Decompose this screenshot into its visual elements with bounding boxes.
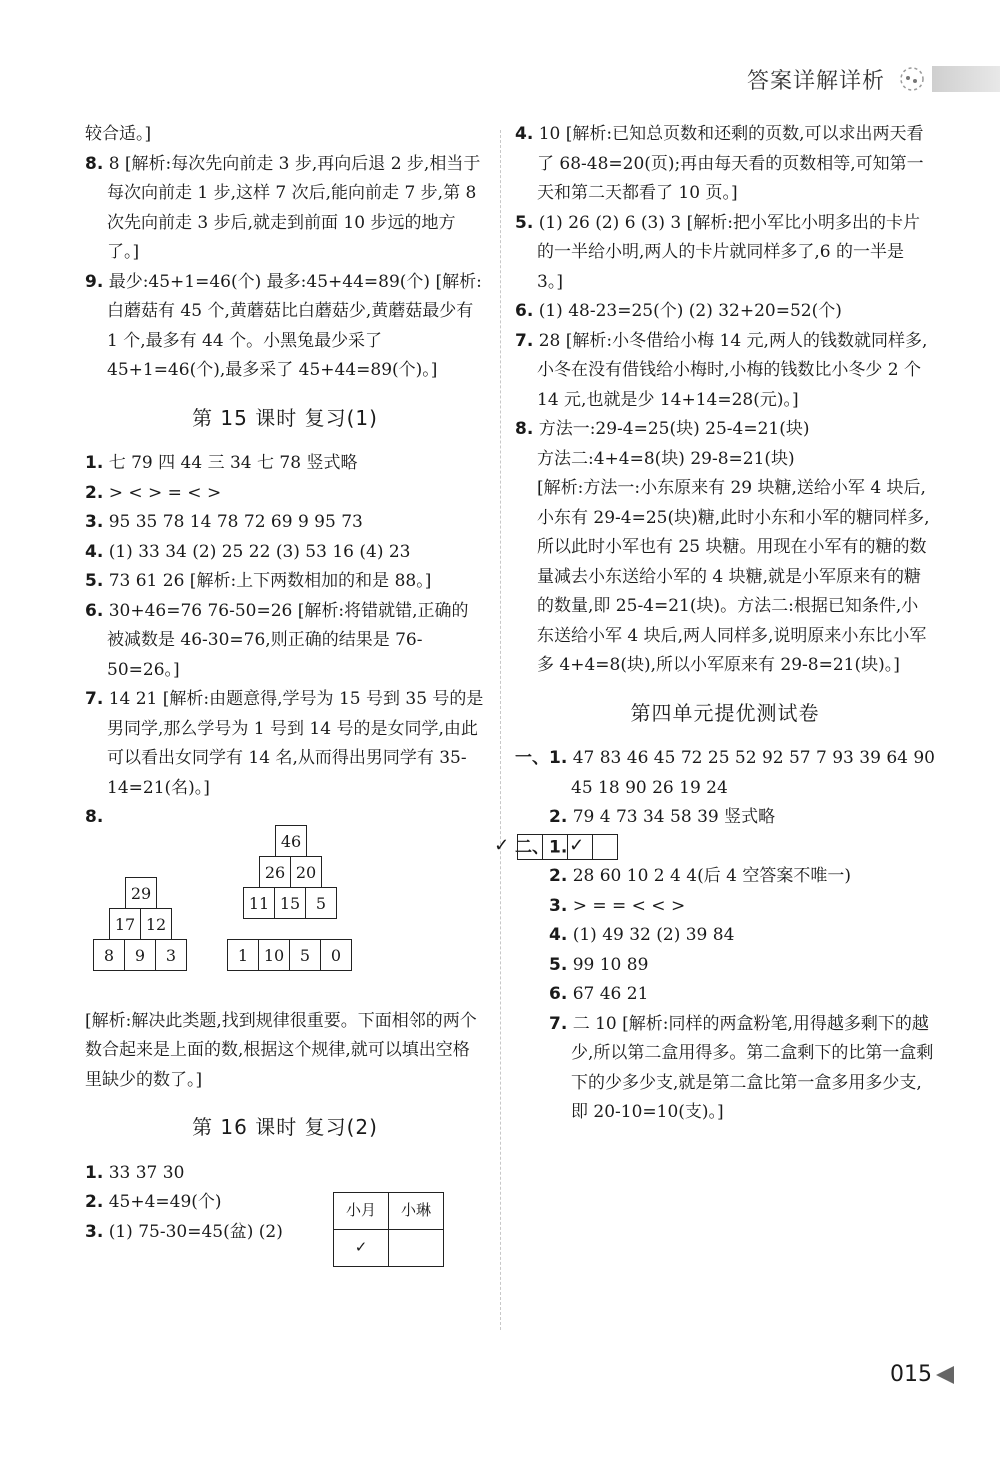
part-two-item-1: 二、1. ✓ ✓	[515, 833, 935, 863]
part-two-item: 7. 二 10 [解析:同样的两盒粉笔,用得越多剩下的越少,所以第二盒用得多。第二盒剩下的比第一盒剩下的少多少支,就是第二盒比第一盒多用多少支,即 20-10=10(支)。]	[549, 1013, 934, 1123]
answer-item: 7. 14 21 [解析:由题意得,学号为 15 号到 35 号的是男同学,那么学号为 1 号到 14 号的是女同学,由此可以看出女同学有 14 名,从而得出男同学有 35-14=21(名)。]	[85, 689, 484, 798]
header-title: 答案详解详析	[746, 69, 885, 94]
table-header: 小月	[334, 1192, 389, 1229]
pyramid-note: [解析:解决此类题,找到规律很重要。下面相邻的两个数合起来是上面的数,根据这个规律,就可以填出空格里缺少的数了。]	[85, 1010, 477, 1090]
part-one-item-1: 一、1. 47 83 46 45 72 25 52 92 57 7 93 39 64 90 45 18 90 26 19 24	[515, 748, 935, 798]
page-header	[700, 60, 1000, 104]
pyramid-cell: 5	[289, 939, 321, 971]
pyramid-cell: 11	[243, 887, 275, 919]
answer-item-8: 8. 8 [解析:每次先向前走 3 步,再向后退 2 步,相当于每次向前走 1 步,这样 7 次后,能向前走 7 步,第 8 次先向前走 3 步后,就走到前面 10 步远的地方了。]	[85, 153, 481, 262]
part-two-item: 6. 67 46 21	[549, 984, 649, 1005]
check-box	[542, 834, 568, 860]
pyramid-cell: 3	[155, 939, 187, 971]
pyramid-cell: 5	[305, 887, 337, 919]
answer-item: 4. 10 [解析:已知总页数和还剩的页数,可以求出两天看了 68-48=20(页);再由每天看的页数相等,可知第一天和第二天都看了 10 页。]	[515, 124, 924, 203]
header-bar	[932, 66, 1000, 92]
table-header: 小琳	[389, 1192, 444, 1229]
pyramid-cell: 12	[140, 908, 172, 940]
dots-icon	[894, 64, 930, 94]
check-box: ✓	[592, 834, 618, 860]
answer-item: 8.	[85, 807, 104, 827]
answer-item: 2. > < > = < >	[85, 482, 222, 503]
choice-table	[333, 1192, 444, 1267]
part-two-item: 4. (1) 49 32 (2) 39 84	[549, 925, 735, 946]
answer-item: 7. 28 [解析:小冬借给小梅 14 元,两人的钱数就同样多,小冬在没有借钱给小梅时,小梅的钱数比小冬少 2 个 14 元,也就是少 14+14=28(元)。]	[515, 330, 928, 410]
answer-item: 6. 30+46=76 76-50=26 [解析:将错就错,正确的被减数是 46-30=76,则正确的结果是 76-50=26。]	[85, 600, 469, 680]
section-title-16: 第 16 课时 复习(2)	[192, 1115, 378, 1139]
pyramid-cell: 15	[274, 887, 306, 919]
left-column	[85, 120, 485, 1256]
check-box: ✓	[517, 834, 543, 860]
part-two-item: 5. 99 10 89	[549, 954, 649, 975]
table-cell	[389, 1229, 444, 1266]
answer-item: 3. 95 35 78 14 78 72 69 9 95 73	[85, 512, 363, 532]
answer-item: 5. (1) 26 (2) 6 (3) 3 [解析:把小军比小明多出的卡片的一半给小明,两人的卡片就同样多了,6 的一半是 3。]	[515, 212, 920, 292]
answer-item: 6. (1) 48-23=25(个) (2) 32+20=52(个)	[515, 301, 842, 321]
pyramid-cell: 26	[259, 856, 291, 888]
part-two-item: 3. > = = < < >	[549, 895, 686, 916]
pyramid-cell: 29	[125, 877, 157, 909]
table-cell: ✓	[334, 1229, 389, 1266]
pyramid-cell: 10	[258, 939, 290, 971]
column-divider	[500, 130, 501, 1330]
number-pyramids	[85, 833, 485, 1003]
answer-item: 1. 33 37 30	[85, 1162, 185, 1183]
answer-item: 3. (1) 75-30=45(盆) (2)	[85, 1221, 283, 1242]
pyramid-cell: 9	[124, 939, 156, 971]
method-two: 方法二:4+4=8(块) 29-8=21(块)	[537, 448, 795, 469]
part-one-item-2: 2. 79 4 73 34 58 39 竖式略	[549, 807, 776, 827]
pyramid-cell: 8	[93, 939, 125, 971]
method-note: [解析:方法一:小东原来有 29 块糖,送给小军 4 块后,小东有 29-4=25(块)糖,此时小东和小军的糖同样多,所以此时小军也有 25 块糖。用现在小军有的糖的数量减去小东送给小军的 4 块糖,就是小军原来有的糖的数量,即 25-4=21(块)。方法二:根据已知条件,小东送给小军 4 块后,两人同样多,说明原来小东比小军多 4+4=8(块),所以小军原来有 29-8=21(块)。]	[537, 478, 930, 675]
answer-item: 5. 73 61 26 [解析:上下两数相加的和是 88。]	[85, 571, 432, 591]
unit-test-title: 第四单元提优测试卷	[630, 700, 820, 725]
pyramid-cell: 17	[109, 908, 141, 940]
answer-line: 较合适。]	[85, 124, 152, 144]
answer-item-9: 9. 最少:45+1=46(个) 最多:45+44=89(个) [解析:白蘑菇有 45 个,黄蘑菇比白蘑菇少,黄蘑菇最少有 1 个,最多有 44 个。小黑兔最少采了 45+1=46(个),最多采了 45+44=89(个)。]	[85, 271, 482, 380]
answer-item: 2. 45+4=49(个)	[85, 1192, 222, 1212]
pyramid-cell: 20	[290, 856, 322, 888]
answer-item: 1. 七 79 四 44 三 34 七 78 竖式略	[85, 453, 358, 473]
answer-item: 8. 方法一:29-4=25(块) 25-4=21(块)	[515, 419, 810, 439]
part-two-item: 2. 28 60 10 2 4 4(后 4 空答案不唯一)	[549, 866, 851, 887]
pyramid-cell: 46	[275, 825, 307, 857]
page-number: 015	[890, 1362, 932, 1387]
pyramid-cell: 0	[320, 939, 352, 971]
right-column	[494, 120, 935, 1128]
section-title-15: 第 15 课时 复习(1)	[192, 405, 378, 430]
pyramid-cell: 1	[227, 939, 259, 971]
answer-item: 4. (1) 33 34 (2) 25 22 (3) 53 16 (4) 23	[85, 541, 411, 562]
page-arrow-icon	[936, 1366, 954, 1384]
